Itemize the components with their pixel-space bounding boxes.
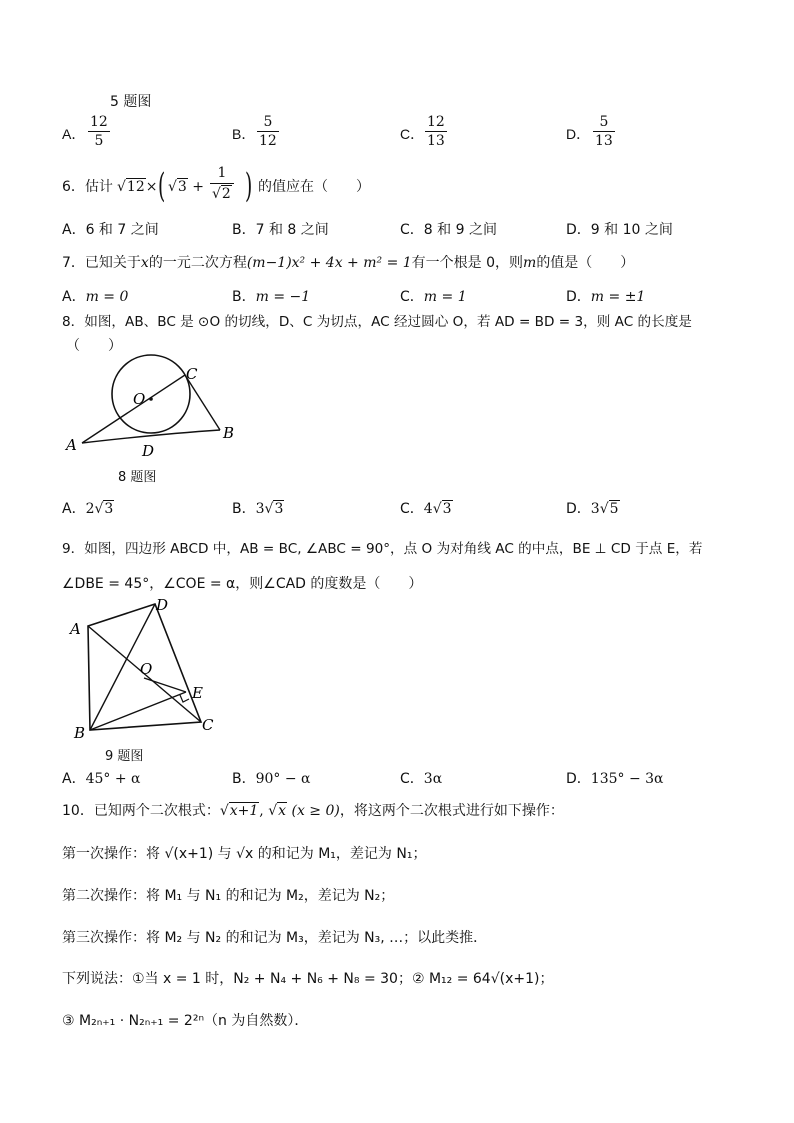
label-a: A	[66, 436, 77, 454]
q6-option-d[interactable]: D．9 和 10 之间	[566, 222, 673, 238]
option-label: B．	[232, 126, 256, 142]
q5-option-a[interactable]	[62, 114, 182, 156]
q8-option-a[interactable]: A．2√3	[62, 501, 114, 517]
fraction-denominator: 13	[595, 133, 613, 149]
fraction-denominator: 12	[259, 133, 277, 149]
right-paren: )	[244, 166, 253, 206]
q7-option-b[interactable]: B．m = −1	[232, 289, 311, 305]
q9-option-b[interactable]: B．90° − α	[232, 771, 311, 787]
q7-text: 的值是（ ）	[536, 255, 635, 271]
q9-option-d[interactable]: D．135° − 3α	[566, 771, 664, 787]
q6-option-b[interactable]: B．7 和 8 之间	[232, 222, 329, 238]
q9-stem-line1: 9．如图，四边形 ABCD 中，AB = BC, ∠ABC = 90°，点 O 为对角线 AC 的中点，BE ⊥ CD 于点 E，若	[62, 541, 703, 557]
segment-oe	[144, 678, 186, 692]
q9-stem-line2: ∠DBE = 45°，∠COE = α，则∠CAD 的度数是（ ）	[62, 576, 423, 592]
label-d: D	[142, 442, 155, 460]
left-paren: (	[157, 166, 166, 206]
fraction-numerator: 5	[263, 114, 273, 130]
center-point	[149, 397, 153, 401]
q10-operation-2: 第二次操作：将 M₁ 与 N₁ 的和记为 M₂，差记为 N₂；	[62, 888, 395, 904]
q10-text: 10．已知两个二次根式：	[62, 803, 220, 819]
label-c: C	[186, 365, 198, 383]
fraction-numerator: 12	[90, 114, 108, 130]
label-e: E	[192, 684, 203, 702]
variable-m: m	[523, 255, 537, 271]
q6-option-c[interactable]: C．8 和 9 之间	[400, 222, 497, 238]
fraction-denominator: 13	[427, 133, 445, 149]
q10-operation-1: 第一次操作：将 √(x+1) 与 √x 的和记为 M₁，差记为 N₁；	[62, 846, 427, 862]
segment-ac	[82, 375, 185, 443]
q7-equation: (m−1)x² + 4x + m² = 1	[246, 255, 412, 271]
label-o: O	[140, 660, 153, 678]
q8-option-b[interactable]: B．3√3	[232, 501, 284, 517]
label-a: A	[70, 620, 81, 638]
option-label: C．	[400, 126, 425, 142]
q6-option-a[interactable]: A．6 和 7 之间	[62, 222, 159, 238]
q5-figure-caption: 5 题图	[110, 94, 152, 110]
label-b: B	[74, 724, 86, 742]
radicand: x+1	[229, 803, 259, 819]
radicand: x	[278, 803, 287, 819]
fraction-denominator: 2	[221, 186, 231, 202]
q6-expression: √12×	[117, 179, 158, 195]
label-b: B	[223, 424, 235, 442]
segment-bc	[185, 375, 220, 430]
radicand: 3	[177, 179, 187, 195]
q9-option-a[interactable]: A．45° + α	[62, 771, 141, 787]
q7-text: 7．已知关于	[62, 255, 141, 271]
option-label: D．	[566, 126, 591, 142]
q7-text: 有一个根是 0，则	[411, 255, 524, 271]
q9-figure-caption: 9 题图	[105, 749, 144, 764]
q6-suffix: 的值应在（ ）	[258, 179, 370, 195]
q7-option-a[interactable]: A．m = 0	[62, 289, 129, 305]
q7-text: 的一元二次方程	[148, 255, 247, 271]
q9-option-c[interactable]: C．3α	[400, 771, 443, 787]
right-angle-mark	[180, 695, 189, 702]
label-c: C	[202, 716, 214, 734]
fraction-numerator: 1	[217, 165, 227, 181]
q7-option-c[interactable]: C．m = 1	[400, 289, 467, 305]
q10-stem: 10．已知两个二次根式：√x+1, √x (x ≥ 0)，将这两个二次根式进行如下操作：	[62, 803, 564, 819]
fraction-denominator: 5	[94, 133, 104, 149]
q10-text: ，将这两个二次根式进行如下操作：	[339, 803, 564, 819]
q10-claim-3: ③ M₂ₙ₊₁ · N₂ₙ₊₁ = 2²ⁿ（n 为自然数）．	[62, 1013, 309, 1029]
q10-condition: (x ≥ 0)	[291, 803, 340, 819]
fraction-numerator: 12	[427, 114, 445, 130]
q7-option-d[interactable]: D．m = ±1	[566, 289, 646, 305]
q5-option-b[interactable]	[232, 114, 352, 156]
q8-stem-line2: （ ）	[66, 338, 122, 354]
q7-stem	[62, 254, 634, 272]
label-d: D	[156, 596, 169, 614]
circle-o	[112, 355, 190, 433]
q8-figure	[60, 355, 245, 460]
q5-option-c[interactable]	[400, 114, 520, 156]
q5-option-d[interactable]	[566, 114, 686, 156]
variable-x: x	[140, 255, 149, 271]
fraction-numerator: 5	[599, 114, 609, 130]
q6-fraction: 1 √2	[210, 164, 234, 203]
q8-stem-line1: 8．如图，AB、BC 是 ⊙O 的切线，D、C 为切点，AC 经过圆心 O，若 AD = BD = 3，则 AC 的长度是	[62, 314, 692, 330]
q8-figure-caption: 8 题图	[118, 470, 157, 485]
q8-option-c[interactable]: C．4√3	[400, 501, 452, 517]
q8-option-d[interactable]: D．3√5	[566, 501, 619, 517]
q6-prefix: 6．估计	[62, 179, 113, 195]
label-o: O	[133, 390, 146, 408]
q10-claims: 下列说法：①当 x = 1 时，N₂ + N₄ + N₆ + N₈ = 30；② M₁₂ = 64√(x+1)；	[62, 971, 554, 987]
q9-figure	[70, 592, 230, 742]
radicand: 12	[126, 179, 145, 195]
q10-operation-3: 第三次操作：将 M₂ 与 N₂ 的和记为 M₃，差记为 N₃, …；以此类推．	[62, 930, 488, 946]
option-label: A．	[62, 126, 86, 142]
